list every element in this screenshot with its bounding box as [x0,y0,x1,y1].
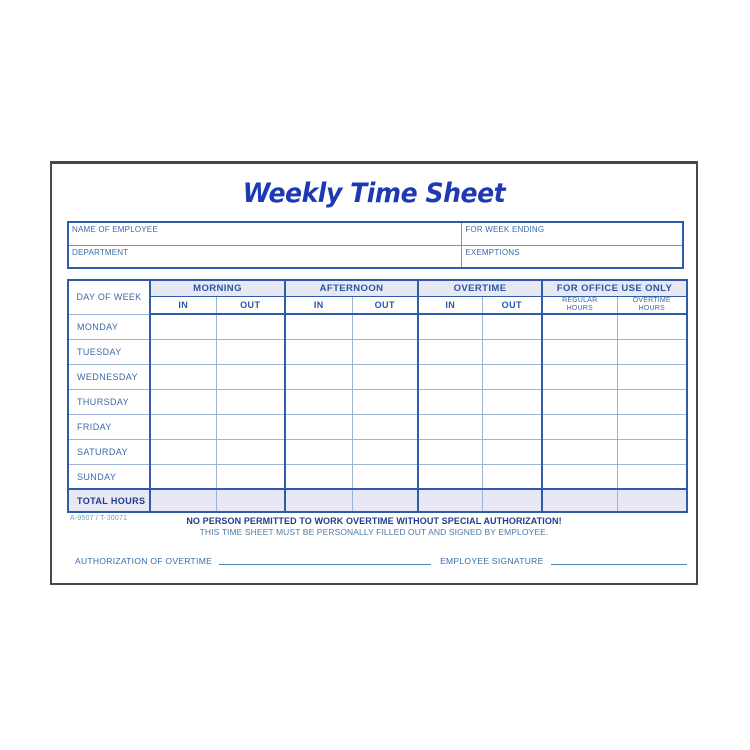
afternoon-group-header: AFTERNOON [285,280,418,296]
time-entry-cell[interactable] [482,314,542,339]
time-entry-cell[interactable] [418,389,482,414]
time-entry-cell[interactable] [542,314,617,339]
total-entry-cell[interactable] [150,489,216,512]
total-hours-label: TOTAL HOURS [68,489,150,512]
overtime-hours-header: OVERTIME HOURS [617,296,687,314]
total-entry-cell[interactable] [216,489,285,512]
office-use-group-header: FOR OFFICE USE ONLY [542,280,687,296]
total-entry-cell[interactable] [617,489,687,512]
time-entry-cell[interactable] [542,414,617,439]
time-entry-cell[interactable] [418,339,482,364]
day-label: TUESDAY [68,339,150,364]
overtime-out-header: OUT [482,296,542,314]
time-entry-cell[interactable] [617,439,687,464]
time-entry-cell[interactable] [216,389,285,414]
exemptions-label: EXEMPTIONS [465,248,520,257]
time-entry-cell[interactable] [150,414,216,439]
morning-in-header: IN [150,296,216,314]
time-entry-cell[interactable] [285,314,352,339]
table-row-tuesday [68,339,687,364]
employee-signature-line[interactable] [551,564,687,565]
afternoon-out-header: OUT [352,296,418,314]
name-of-employee-field[interactable] [69,223,461,245]
time-entry-cell[interactable] [352,364,418,389]
form-number: A-9507 / T-30071 [70,515,128,522]
time-entry-cell[interactable] [482,364,542,389]
time-entry-cell[interactable] [542,364,617,389]
time-entry-cell[interactable] [216,314,285,339]
overtime-in-header: IN [418,296,482,314]
time-entry-cell[interactable] [352,339,418,364]
time-entry-cell[interactable] [150,464,216,489]
employee-signature-label: EMPLOYEE SIGNATURE [440,556,544,566]
time-entry-cell[interactable] [617,414,687,439]
time-entry-cell[interactable] [617,314,687,339]
morning-out-header: OUT [216,296,285,314]
warning-line-1: NO PERSON PERMITTED TO WORK OVERTIME WITHOUT SPECIAL AUTHORIZATION! [186,516,562,526]
authorization-of-overtime-label: AUTHORIZATION OF OVERTIME [75,556,213,566]
for-week-ending-field[interactable] [461,223,682,245]
afternoon-in-header: IN [285,296,352,314]
time-entry-cell[interactable] [352,464,418,489]
form-title: Weekly Time Sheet [242,178,506,209]
time-entry-cell[interactable] [216,464,285,489]
table-row-friday [68,414,687,439]
time-entry-cell[interactable] [418,464,482,489]
time-entry-cell[interactable] [418,314,482,339]
time-entry-cell[interactable] [418,439,482,464]
time-entry-cell[interactable] [285,414,352,439]
time-entry-cell[interactable] [285,439,352,464]
time-entry-cell[interactable] [482,389,542,414]
table-row-thursday [68,389,687,414]
time-entry-cell[interactable] [216,414,285,439]
time-entry-cell[interactable] [418,364,482,389]
total-entry-cell[interactable] [482,489,542,512]
overtime-group-header: OVERTIME [418,280,542,296]
authorization-signature-line[interactable] [219,564,431,565]
total-entry-cell[interactable] [285,489,352,512]
time-entry-cell[interactable] [542,339,617,364]
time-entry-cell[interactable] [216,439,285,464]
warning-line-2: THIS TIME SHEET MUST BE PERSONALLY FILLED OUT AND SIGNED BY EMPLOYEE. [199,527,549,537]
time-entry-cell[interactable] [542,464,617,489]
employee-info-box [67,221,684,269]
time-entry-cell[interactable] [352,414,418,439]
weekly-time-sheet [50,161,698,585]
time-entry-cell[interactable] [482,464,542,489]
day-label: FRIDAY [68,414,150,439]
time-entry-cell[interactable] [150,339,216,364]
table-row-sunday [68,464,687,489]
time-entry-cell[interactable] [617,339,687,364]
total-entry-cell[interactable] [542,489,617,512]
table-row-monday [68,314,687,339]
overtime-warning [52,516,696,537]
time-entry-cell[interactable] [352,389,418,414]
name-of-employee-label: NAME OF EMPLOYEE [72,225,158,234]
time-entry-cell[interactable] [542,439,617,464]
day-label: MONDAY [68,314,150,339]
exemptions-field[interactable] [461,245,682,267]
table-row-wednesday [68,364,687,389]
department-field[interactable] [69,245,461,267]
time-entry-cell[interactable] [285,364,352,389]
total-entry-cell[interactable] [352,489,418,512]
day-of-week-header: DAY OF WEEK [68,280,150,314]
time-entry-cell[interactable] [150,314,216,339]
table-row-saturday [68,439,687,464]
time-entry-cell[interactable] [352,314,418,339]
day-label: SUNDAY [68,464,150,489]
day-label: THURSDAY [68,389,150,414]
total-entry-cell[interactable] [418,489,482,512]
time-entry-cell[interactable] [542,389,617,414]
day-label: SATURDAY [68,439,150,464]
time-entry-cell[interactable] [482,339,542,364]
time-entry-cell[interactable] [285,464,352,489]
day-label: WEDNESDAY [68,364,150,389]
time-entry-cell[interactable] [285,339,352,364]
time-entry-cell[interactable] [285,389,352,414]
morning-group-header: MORNING [150,280,285,296]
time-entry-cell[interactable] [216,339,285,364]
time-entry-cell[interactable] [150,364,216,389]
time-entry-cell[interactable] [617,464,687,489]
time-entry-cell[interactable] [617,389,687,414]
time-entry-cell[interactable] [216,364,285,389]
time-grid [67,279,688,513]
signature-row [75,552,687,566]
time-entry-cell[interactable] [150,439,216,464]
time-entry-cell[interactable] [150,389,216,414]
time-entry-cell[interactable] [352,439,418,464]
department-label: DEPARTMENT [72,248,129,257]
time-entry-cell[interactable] [482,414,542,439]
table-row-total-hours [68,489,687,512]
for-week-ending-label: FOR WEEK ENDING [465,225,545,234]
time-entry-cell[interactable] [482,439,542,464]
time-entry-cell[interactable] [617,364,687,389]
regular-hours-header: REGULAR HOURS [542,296,617,314]
time-entry-cell[interactable] [418,414,482,439]
